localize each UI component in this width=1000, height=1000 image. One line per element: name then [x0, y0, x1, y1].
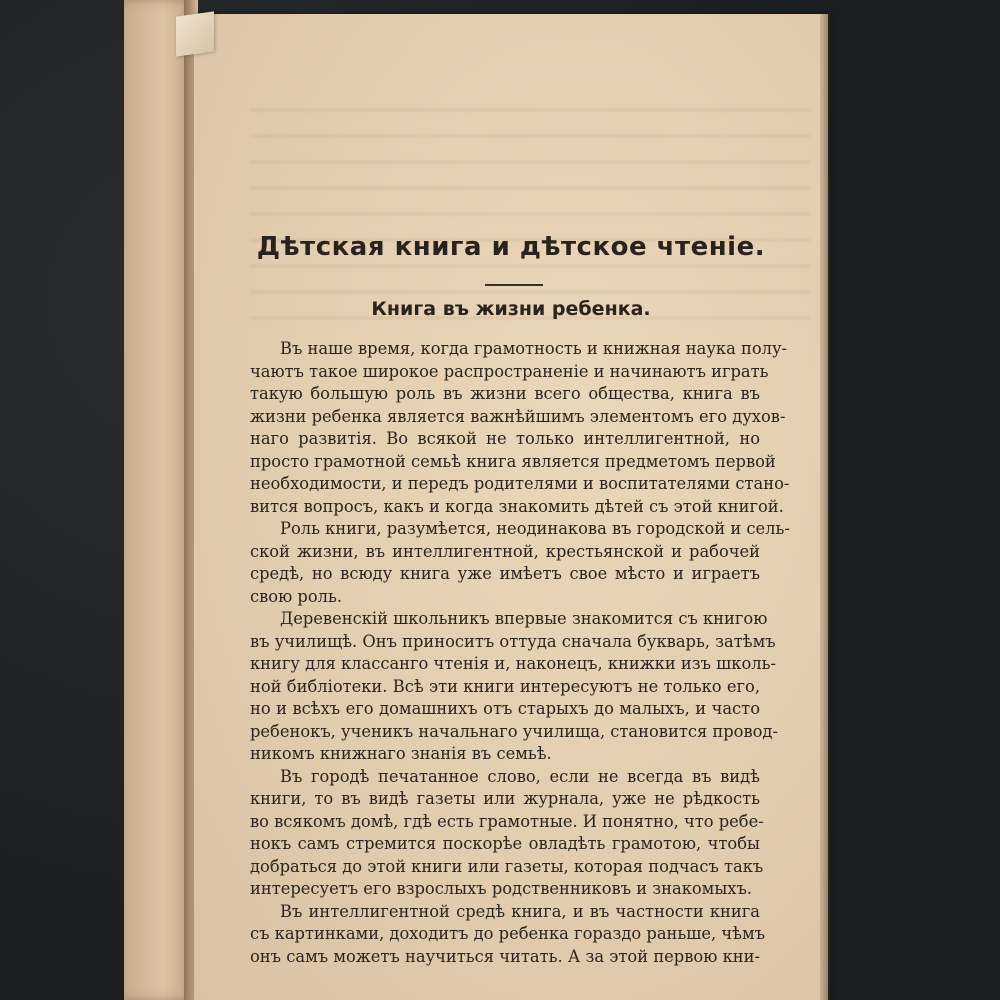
text-line: вится вопросъ, какъ и когда знакомить дѣтей съ этой книгой.	[250, 496, 784, 516]
text-line: нокъ самъ стремится поскорѣе овладѣть грамотою, чтобы	[250, 834, 760, 853]
text-line: книги, то въ видѣ газеты или журнала, уже не рѣдкость	[250, 789, 760, 808]
text-line: Въ наше время, когда грамотность и книжная наука полу-	[280, 339, 788, 358]
text-line: Въ городѣ печатанное слово, если не всегда въ видѣ	[280, 766, 760, 786]
text-line: никомъ книжнаго знанiя въ семьѣ.	[250, 744, 552, 763]
text-line: такую большую роль въ жизни всего общества, книга въ	[250, 384, 760, 403]
text-line: просто грамотной семьѣ книга является предметомъ первой	[250, 451, 776, 471]
section-heading: Книга въ жизни ребенка.	[371, 298, 651, 320]
text-line: онъ самъ можетъ научиться читать. А за этой первою кни-	[250, 946, 760, 966]
text-line: средѣ, но всюду книга уже имѣетъ свое мѣсто и играетъ	[250, 564, 760, 583]
text-line: ной библiотеки. Всѣ эти книги интересуютъ не только его,	[250, 676, 760, 696]
title-divider	[485, 284, 543, 286]
body-text	[250, 338, 790, 968]
text-line: жизни ребенка является важнѣйшимъ элементомъ его духов-	[250, 406, 786, 426]
text-line: книгу для классанго чтенiя и, наконецъ, книжки изъ школь-	[250, 654, 776, 673]
text-line: добраться до этой книги или газеты, которая подчасъ такъ	[250, 856, 764, 876]
text-line: Роль книги, разумѣется, неодинакова въ городской и сель-	[280, 519, 790, 538]
text-line: во всякомъ домѣ, гдѣ есть грамотные. И понятно, что ребе-	[250, 811, 764, 831]
text-line: Въ интеллигентной средѣ книга, и въ частности книга	[280, 901, 760, 921]
text-line: съ картинками, доходитъ до ребенка гораздо раньше, чѣмъ	[250, 924, 765, 943]
text-line: свою роль.	[250, 586, 343, 606]
text-line: необходимости, и передъ родителями и воспитателями стано-	[250, 474, 790, 493]
chapter-title: Дѣтская книга и дѣтское чтенiе.	[256, 232, 766, 262]
text-line: наго развитiя. Во всякой не только интеллигентной, но	[250, 429, 760, 448]
text-line: интересуетъ его взрослыхъ родственниковъ и знакомыхъ.	[250, 879, 753, 898]
folded-page-corner	[176, 11, 214, 56]
text-line: въ училищѣ. Онъ приноситъ оттуда сначала букварь, затѣмъ	[250, 631, 776, 651]
page-edge-shadow	[820, 14, 830, 1000]
text-line: ребенокъ, ученикъ начальнаго училища, становится провод-	[250, 721, 778, 741]
text-line: ской жизни, въ интеллигентной, крестьянской и рабочей	[250, 541, 760, 561]
text-line: Деревенскiй школьникъ впервые знакомится съ книгою	[280, 609, 768, 628]
text-line: чаютъ такое широкое распространенiе и начинаютъ играть	[250, 361, 769, 381]
text-line: но и всѣхъ его домашнихъ отъ старыхъ до малыхъ, и часто	[250, 699, 760, 718]
